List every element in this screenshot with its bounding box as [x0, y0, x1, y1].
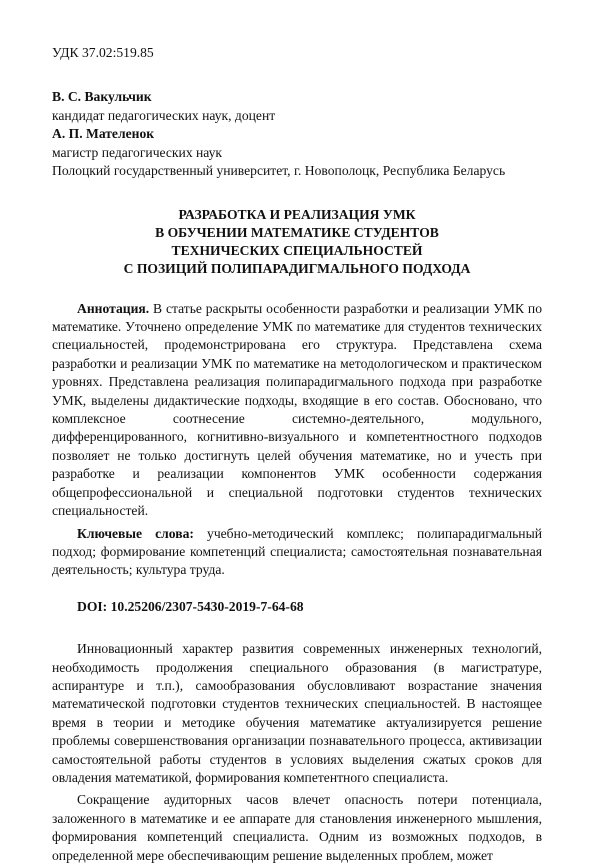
body-paragraph-1: Инновационный характер развития современных инженерных технологий, необходимость продолжения специального образования (в магистратуре, аспирантуре и т.п.), самообразования обусловливают возрастание значения математической подготовки студентов технических специальностей. В настоящее время в теории и методике обучения математике актуализируется решение проблемы совершенствования организации познавательного процесса, активизации самостоятельной работы студентов в условиях выделения сжатых сроков для овладения математикой, формирования компетентного специалиста.	[52, 641, 542, 785]
author-2-position: магистр педагогических наук	[52, 144, 223, 160]
doi-line: DOI: 10.25206/2307-5430-2019-7-64-68	[77, 598, 304, 614]
abstract-paragraph	[52, 300, 542, 521]
keywords-text: учебно-методический комплекс; полипарадигмальный подход; формирование компетенций специалиста; самостоятельная познавательная деятельность; культура труда.	[52, 525, 542, 578]
authors-block	[52, 88, 542, 180]
author-2-name: А. П. Мателенок	[52, 126, 155, 142]
keywords-label: Ключевые слова:	[77, 525, 194, 541]
author-1-name: В. С. Вакульчик	[52, 89, 152, 105]
article-title	[52, 206, 542, 277]
keywords-paragraph	[52, 525, 542, 580]
affiliation: Полоцкий государственный университет, г. Новополоцк, Республика Беларусь	[52, 163, 506, 179]
abstract-text: В статье раскрыты особенности разработки и реализации УМК по математике. Уточнено определение УМК по математике для студентов технических специальностей, продемонстрирована его структура. Представлена схема разработки и реализации УМК по математике на методологическом и практическом уровнях. Представлена реализация полипарадигмального подхода при разработке УМК, выделены дидактические подходы, входящие в его состав. Обосновано, что комплексное соотнесение системно-деятельного, модульного, дифференцированного, когнитивно-визуального и компетентностного подходов позволяет не только достигнуть целей обучения математике, но и учесть при разработке и реализации компонентов УМК особенности содержания общепрофессиональной и специальной подготовки студентов технических специальностей.	[52, 300, 542, 519]
title-line-2: В ОБУЧЕНИИ МАТЕМАТИКЕ СТУДЕНТОВ	[155, 225, 439, 241]
author-1-position: кандидат педагогических наук, доцент	[52, 107, 276, 123]
title-line-3: ТЕХНИЧЕСКИХ СПЕЦИАЛЬНОСТЕЙ	[171, 243, 423, 259]
udk-code: УДК 37.02:519.85	[52, 45, 154, 60]
body-paragraph-2: Сокращение аудиторных часов влечет опасность потери потенциала, заложенного в математике и ее аппарате для становления инженерного мышления, формирования компетенций специалиста. Одним из возможных подходов, в определенной мере обеспечивающим решение выделенных проблем, может	[52, 792, 542, 863]
title-line-1: РАЗРАБОТКА И РЕАЛИЗАЦИЯ УМК	[178, 207, 416, 223]
abstract-label: Аннотация.	[77, 300, 150, 316]
title-line-4: С ПОЗИЦИЙ ПОЛИПАРАДИГМАЛЬНОГО ПОДХОДА	[123, 260, 471, 276]
